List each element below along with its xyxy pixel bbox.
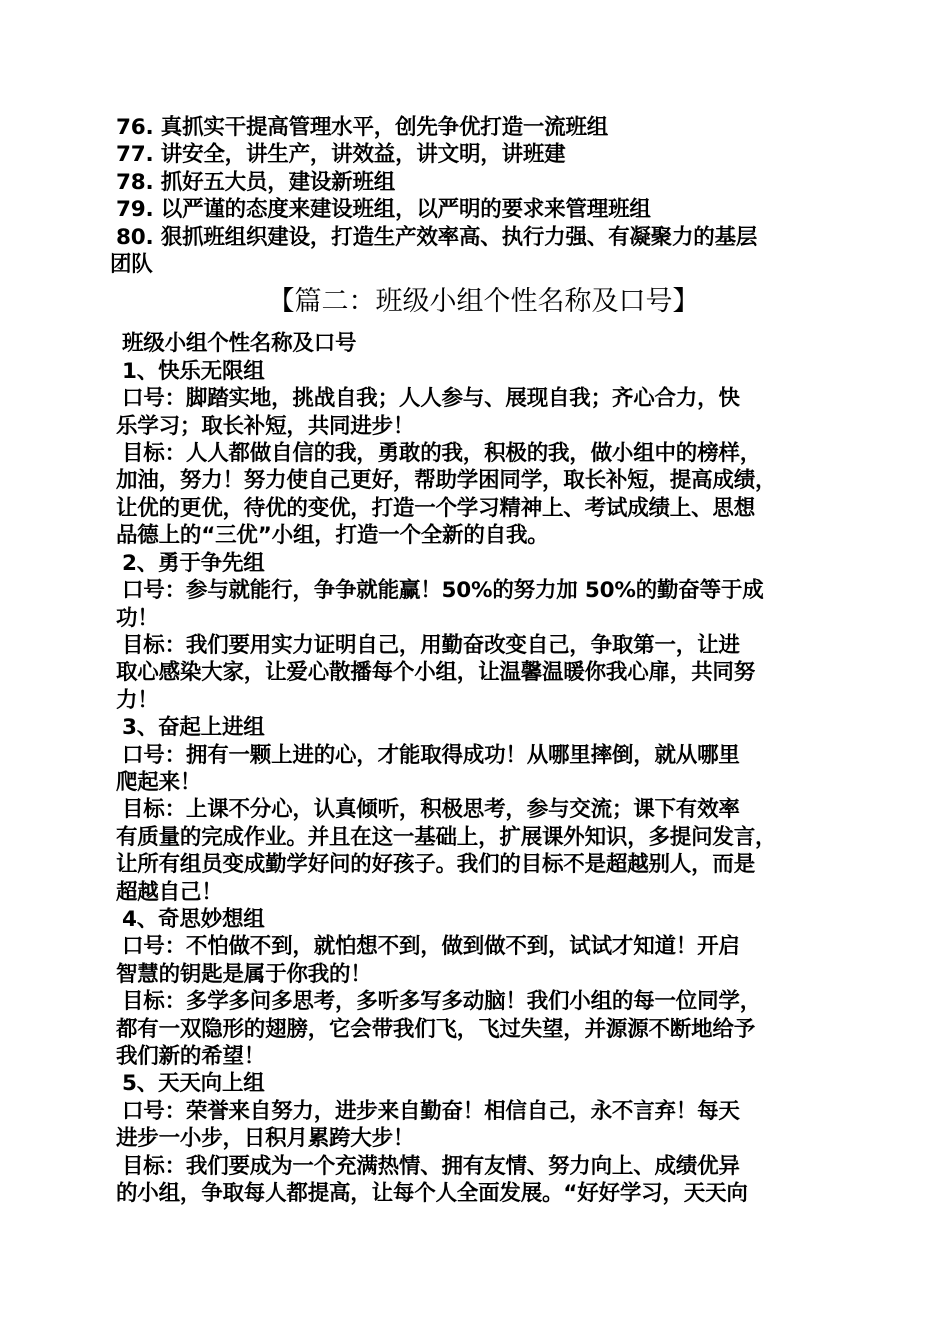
goal-line: 有质量的完成作业。并且在这一基础上，扩展课外知识，多提问发言， (116, 824, 777, 850)
document-page (110, 114, 851, 1207)
goal-line: 目标：多学多问多思考，多听多写多动脑！我们小组的每一位同学， (122, 989, 762, 1015)
group-name: 4、奇思妙想组 (122, 906, 265, 932)
goal-line: 让优的更优，待优的变优，打造一个学习精神上、考试成绩上、思想 (116, 495, 756, 521)
subtitle: 班级小组个性名称及口号 (122, 331, 357, 357)
list-item-79: 79. 以严谨的态度来建设班组，以严明的要求来管理班组 (116, 197, 651, 223)
slogan-line: 功！ (116, 605, 159, 631)
slogan-line: 智慧的钥匙是属于你我的！ (116, 961, 372, 987)
goal-line: 都有一双隐形的翅膀，它会带我们飞，飞过失望，并源源不断地给予 (116, 1016, 756, 1042)
goal-line: 目标：上课不分心，认真倾听，积极思考，参与交流；课下有效率 (122, 797, 740, 823)
goal-line: 目标：我们要用实力证明自己，用勤奋改变自己，争取第一，让进 (122, 632, 740, 658)
group-name: 3、奋起上进组 (122, 715, 265, 741)
goal-line: 加油，努力！努力使自己更好，帮助学困同学，取长补短，提高成绩， (116, 468, 777, 494)
slogan-line: 口号：脚踏实地，挑战自我；人人参与、展现自我；齐心合力，快 (122, 386, 740, 412)
goal-line: 的小组，争取每人都提高，让每个人全面发展。“好好学习，天天向 (116, 1181, 748, 1207)
slogan-line: 口号：荣誉来自努力，进步来自勤奋！相信自己，永不言弃！每天 (122, 1098, 740, 1124)
group-name: 2、勇于争先组 (122, 550, 265, 576)
section-title: 【篇二：班级小组个性名称及口号】 (267, 286, 700, 318)
goal-line: 让所有组员变成勤学好问的好孩子。我们的目标不是超越别人，而是 (116, 852, 756, 878)
list-item-80-line1: 80. 狠抓班组织建设，打造生产效率高、执行力强、有凝聚力的基层 (116, 224, 758, 250)
slogan-line: 口号：不怕做不到，就怕想不到，做到做不到，试试才知道！开启 (122, 934, 740, 960)
list-item-80-line2: 团队 (110, 252, 153, 278)
goal-line: 目标：我们要成为一个充满热情、拥有友情、努力向上、成绩优异 (122, 1153, 740, 1179)
slogan-line: 乐学习；取长补短，共同进步！ (116, 413, 415, 439)
slogan-line: 爬起来！ (116, 769, 202, 795)
goal-line: 品德上的“三优”小组，打造一个全新的自我。 (116, 523, 549, 549)
goal-line: 我们新的希望！ (116, 1044, 266, 1069)
goal-line: 力！ (116, 687, 159, 713)
goal-line: 目标：人人都做自信的我，勇敢的我，积极的我，做小组中的榜样， (122, 441, 762, 467)
slogan-line: 口号：拥有一颗上进的心，才能取得成功！从哪里摔倒，就从哪里 (122, 742, 740, 768)
slogan-line: 口号：参与就能行，争争就能赢！50%的努力加 50%的勤奋等于成 (122, 578, 764, 604)
group-name: 5、天天向上组 (122, 1071, 265, 1097)
group-name: 1、快乐无限组 (122, 358, 265, 384)
list-item-76: 76. 真抓实干提高管理水平，创先争优打造一流班组 (116, 115, 609, 140)
list-item-77: 77. 讲安全，讲生产，讲效益，讲文明，讲班建 (116, 142, 566, 168)
goal-line: 取心感染大家，让爱心散播每个小组，让温馨温暖你我心扉，共同努 (116, 660, 756, 686)
goal-line: 超越自己！ (116, 879, 223, 905)
slogan-line: 进步一小步，日积月累跨大步！ (116, 1126, 415, 1152)
list-item-78: 78. 抓好五大员，建设新班组 (116, 169, 396, 195)
